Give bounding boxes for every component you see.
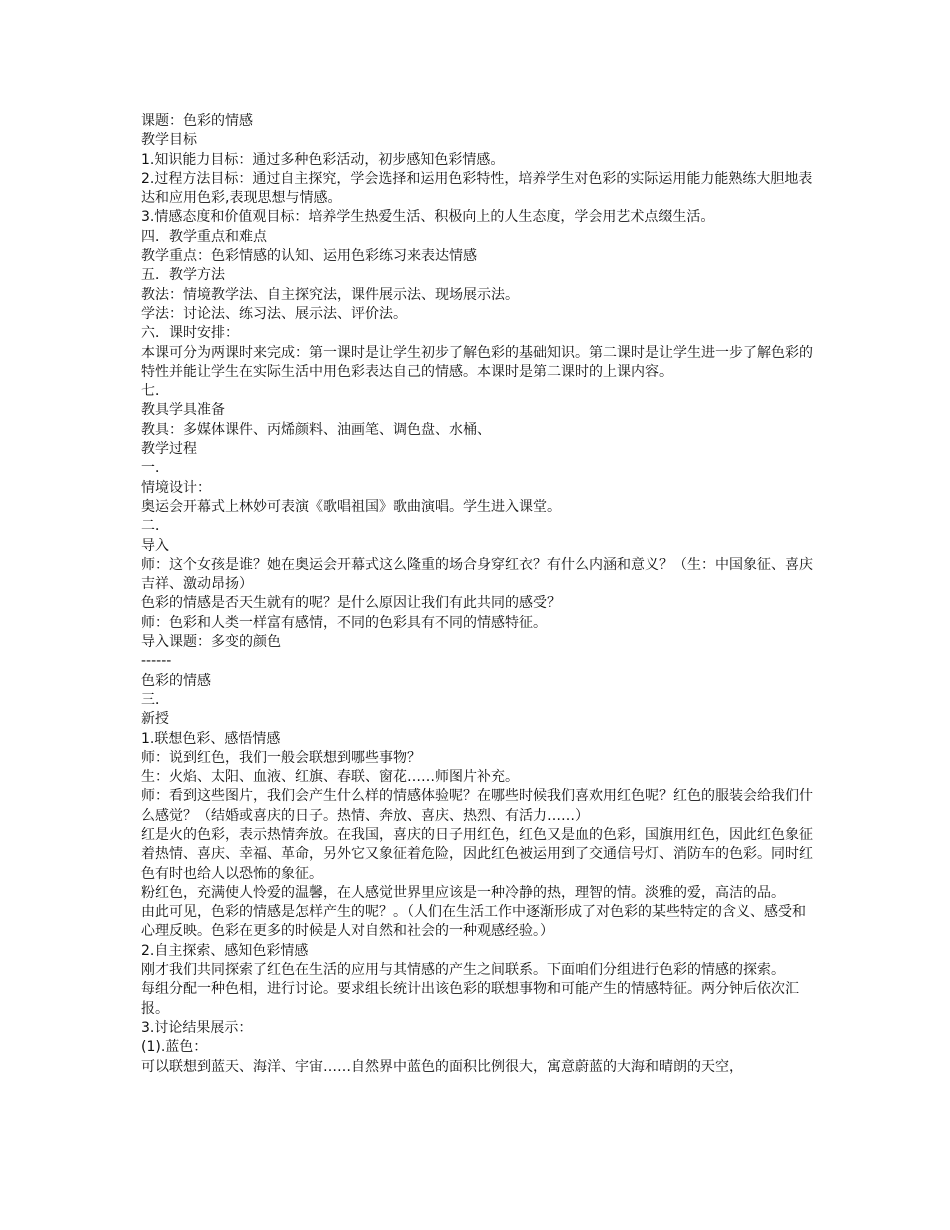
paragraph: 教具：多媒体课件、丙烯颜料、油画笔、调色盘、水桶、 (141, 421, 491, 438)
paragraph: 可以联想到蓝天、海洋、宇宙……自然界中蓝色的面积比例很大，寓意蔚蓝的大海和晴朗的天空， (141, 1058, 743, 1075)
section-heading: 七． (141, 383, 169, 400)
document-page (141, 112, 817, 1077)
paragraph: 3.情感态度和价值观目标：培养学生热爱生活、积极向上的人生态度，学会用艺术点缀生活。 (141, 209, 715, 226)
section-heading: 三． (141, 691, 169, 708)
section-heading: 五．教学方法 (141, 267, 225, 284)
section-heading: 一． (141, 460, 169, 477)
paragraph: 粉红色，充满使人怜爱的温馨，在人感觉世界里应该是一种冷静的热，理智的情。淡雅的爱，高洁的品。 (141, 884, 785, 901)
paragraph: 2.过程方法目标：通过自主探究，学会选择和运用色彩特性，培养学生对色彩的实际运用能力能熟练大胆地表达和应用色彩,表现思想与情感。 (141, 170, 813, 207)
paragraph: 教法：情境教学法、自主探究法，课件展示法、现场展示法。 (141, 286, 519, 303)
section-heading: 导入 (141, 537, 169, 554)
paragraph: 本课可分为两课时来完成：第一课时是让学生初步了解色彩的基础知识。第二课时是让学生进一步了解色彩的特性并能让学生在实际生活中用色彩表达自己的情感。本课时是第二课时的上课内容。 (141, 344, 813, 380)
paragraph: 色彩的情感 (141, 672, 211, 689)
paragraph: 学法：讨论法、练习法、展示法、评价法。 (141, 305, 407, 322)
section-heading: 教具学具准备 (141, 402, 225, 419)
paragraph: 生：火焰、太阳、血液、红旗、春联、窗花……师图片补充。 (141, 769, 519, 786)
lesson-title: 课题：色彩的情感 (141, 113, 253, 129)
paragraph: 色彩的情感是否天生就有的呢？是什么原因让我们有此共同的感受？ (141, 595, 561, 612)
paragraph: 每组分配一种色相，进行讨论。要求组长统计出该色彩的联想事物和可能产生的情感特征。两分钟后依次汇报。 (141, 981, 799, 1017)
section-heading: 四．教学重点和难点 (141, 228, 267, 245)
section-heading: 新授 (141, 711, 169, 728)
subsection-heading: 1.联想色彩、感悟情感 (141, 730, 281, 747)
section-heading: 教学目标 (141, 132, 197, 149)
section-heading: 二． (141, 518, 169, 535)
subsection-heading: 3.讨论结果展示： (141, 1019, 253, 1036)
paragraph: 师：说到红色，我们一般会联想到哪些事物？ (141, 749, 421, 766)
paragraph: 刚才我们共同探索了红色在生活的应用与其情感的产生之间联系。下面咱们分组进行色彩的情感的探索。 (141, 962, 785, 979)
list-item-heading: (1).蓝色： (141, 1039, 208, 1056)
separator-text: ------ (141, 653, 172, 670)
paragraph: 师：这个女孩是谁？她在奥运会开幕式这么隆重的场合身穿红衣？有什么内涵和意义？（生：中国象征、喜庆吉祥、激动昂扬） (141, 556, 813, 593)
section-heading: 教学过程 (141, 441, 197, 458)
paragraph: 红是火的色彩，表示热情奔放。在我国，喜庆的日子用红色，红色又是血的色彩，国旗用红色，因此红色象征着热情、喜庆、幸福、革命，另外它又象征着危险，因此红色被运用到了交通信号灯、消防车的色彩。同时红色有时也给人以恐怖的象征。 (141, 826, 813, 882)
paragraph: 师：色彩和人类一样富有感情，不同的色彩具有不同的情感特征。 (141, 614, 547, 631)
paragraph: 师：看到这些图片，我们会产生什么样的情感体验呢？在哪些时候我们喜欢用红色呢？红色的服装会给我们什么感觉？（结婚或喜庆的日子。热情、奔放、喜庆、热烈、有活力……） (141, 788, 813, 824)
paragraph: 教学重点：色彩情感的认知、运用色彩练习来表达情感 (141, 248, 477, 265)
section-heading: 六．课时安排： (141, 325, 239, 342)
paragraph: 情境设计： (141, 479, 211, 496)
paragraph: 导入课题：多变的颜色 (141, 634, 281, 651)
paragraph: 1.知识能力目标：通过多种色彩活动，初步感知色彩情感。 (141, 151, 505, 168)
paragraph: 奥运会开幕式上林妙可表演《歌唱祖国》歌曲演唱。学生进入课堂。 (141, 498, 561, 515)
paragraph: 由此可见，色彩的情感是怎样产生的呢？。（人们在生活工作中逐渐形成了对色彩的某些特定的含义、感受和心理反映。色彩在更多的时候是人对自然和社会的一种观感经验。） (141, 904, 806, 940)
subsection-heading: 2.自主探索、感知色彩情感 (141, 942, 309, 959)
